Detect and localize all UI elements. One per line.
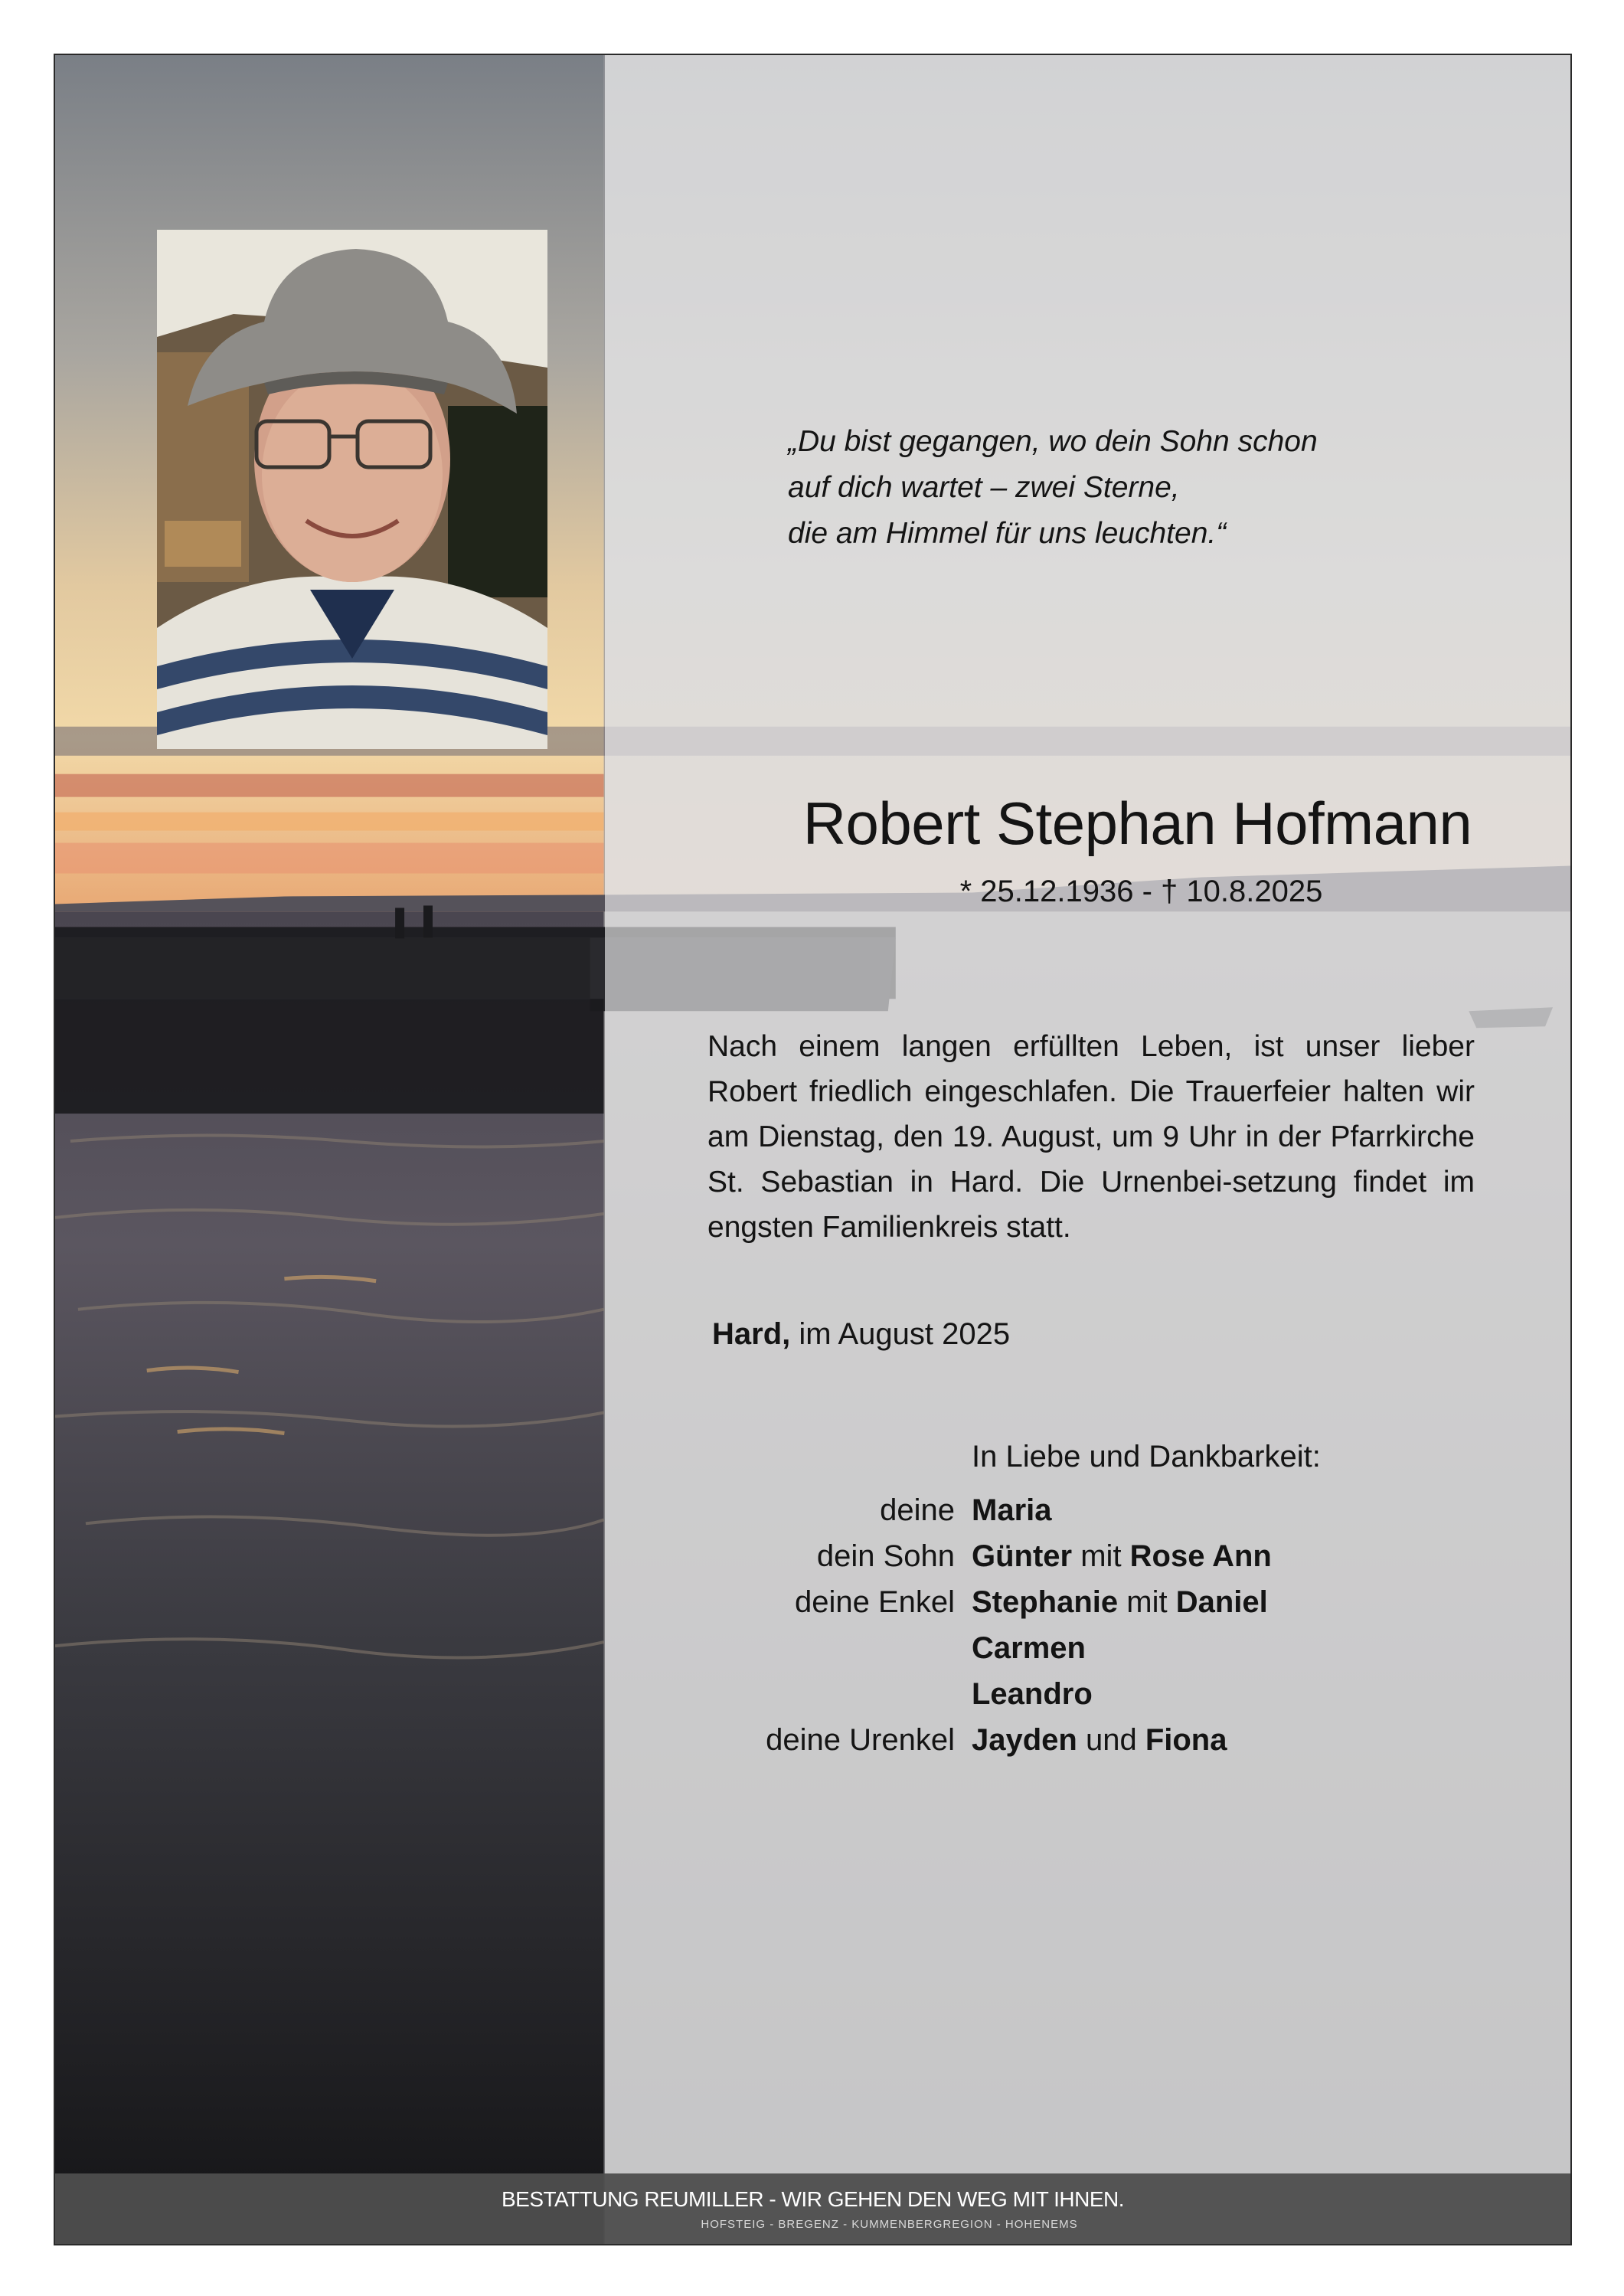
- thanks-line: In Liebe und Dankbarkeit:: [972, 1440, 1321, 1473]
- family-connector: mit: [1072, 1539, 1130, 1573]
- family-relation: deine Urenkel: [766, 1723, 955, 1757]
- family-names: [972, 1579, 1268, 1625]
- family-row: [714, 1671, 1272, 1717]
- place-date: [712, 1317, 1010, 1352]
- family-row: [714, 1625, 1272, 1671]
- family-member-name: Günter: [972, 1539, 1073, 1573]
- family-connector: und: [1077, 1723, 1145, 1757]
- family-row: [714, 1533, 1272, 1579]
- portrait-photo: [157, 230, 547, 749]
- family-member-name: Daniel: [1175, 1585, 1268, 1619]
- footer-slogan: BESTATTUNG REUMILLER - WIR GEHEN DEN WEG MIT IHNEN.: [502, 2187, 1124, 2211]
- deceased-name: Robert Stephan Hofmann: [802, 790, 1472, 857]
- family-member-name: Leandro: [972, 1677, 1093, 1711]
- obituary-card: [54, 54, 1572, 2245]
- family-member-name: Carmen: [972, 1631, 1086, 1665]
- family-member-name: Maria: [972, 1493, 1052, 1527]
- quote-line: die am Himmel für uns leuchten.“: [788, 517, 1227, 550]
- family-member-name: Rose Ann: [1129, 1539, 1272, 1573]
- place-month: im August 2025: [799, 1317, 1011, 1351]
- family-row: [714, 1579, 1272, 1625]
- family-connector: mit: [1118, 1585, 1176, 1619]
- family-names: [972, 1487, 1052, 1533]
- announcement-text: Nach einem langen erfüllten Leben, ist unser lieber Robert friedlich eingeschlafen. Die Trauerfeier halten wir am Dienstag, den 19. August, um 9 Uhr in der Pfarrkirche St. Sebastian in Hard. Die Urnenbei-setzung findet im engsten Familienkreis statt.: [707, 1030, 1475, 1244]
- funeral-home-footer: [55, 2173, 1570, 2244]
- family-names: [972, 1671, 1093, 1717]
- family-member-name: Stephanie: [972, 1585, 1119, 1619]
- family-relation: deine: [880, 1493, 955, 1527]
- family-relation: [714, 1671, 972, 1717]
- family-member-name: Fiona: [1145, 1723, 1227, 1757]
- family-relation: deine Enkel: [794, 1585, 955, 1619]
- family-row: [714, 1717, 1272, 1763]
- family-row: [714, 1487, 1272, 1533]
- memorial-quote: [788, 419, 1477, 557]
- family-relation: [714, 1625, 972, 1671]
- quote-line: „Du bist gegangen, wo dein Sohn schon: [788, 425, 1318, 458]
- family-list: [714, 1487, 1272, 1763]
- family-member-name: Jayden: [972, 1723, 1077, 1757]
- life-dates: * 25.12.1936 - † 10.8.2025: [959, 875, 1323, 908]
- footer-locations: HOFSTEIG - BREGENZ - KUMMENBERGREGION - HOHENEMS: [701, 2218, 1078, 2231]
- family-names: [972, 1533, 1272, 1579]
- quote-line: auf dich wartet – zwei Sterne,: [788, 471, 1180, 504]
- family-names: [972, 1625, 1086, 1671]
- family-relation: dein Sohn: [816, 1539, 955, 1573]
- family-names: [972, 1717, 1227, 1763]
- place-town: Hard,: [712, 1317, 791, 1351]
